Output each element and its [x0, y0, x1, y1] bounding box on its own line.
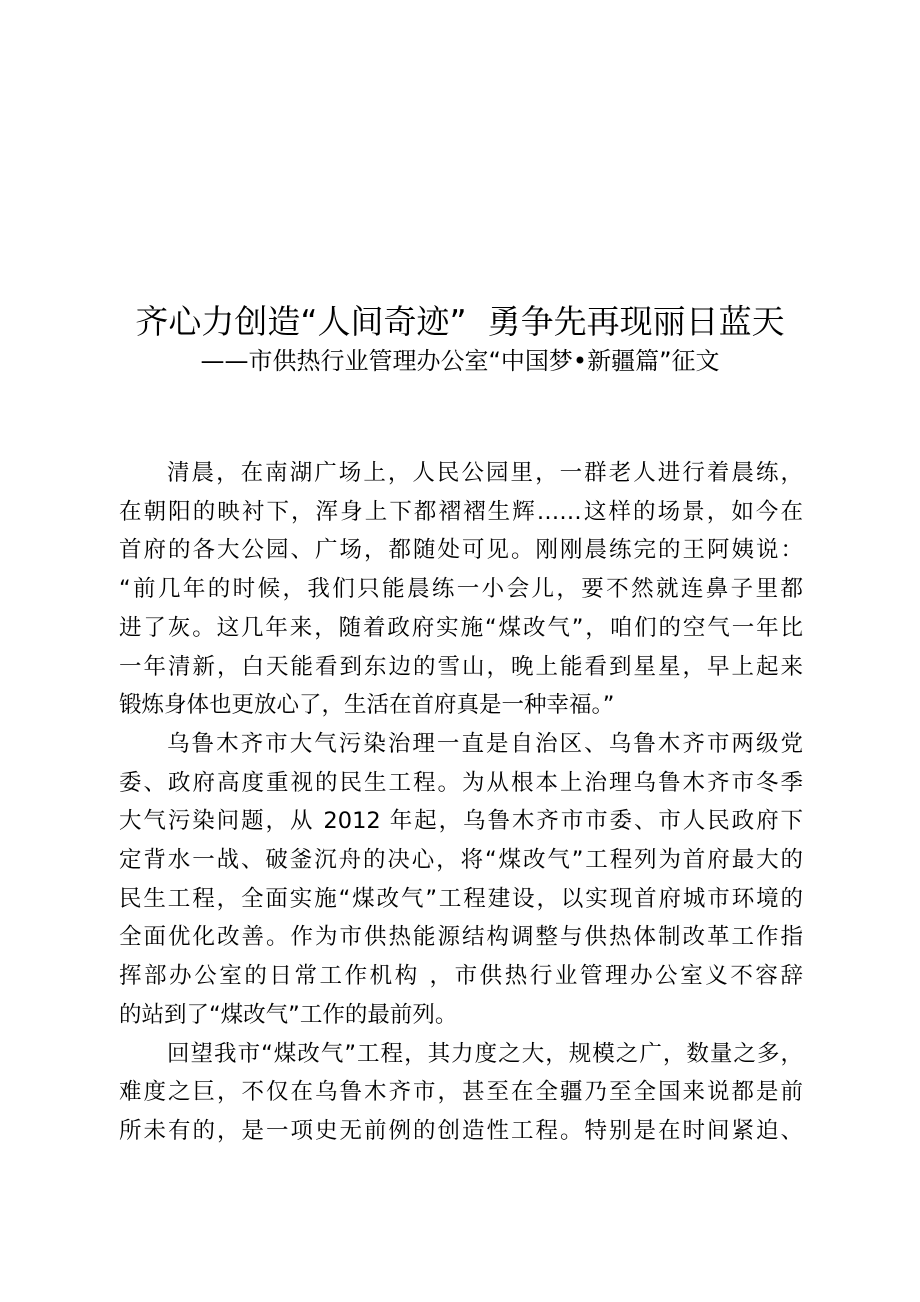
- text-line: 全面优化改善。作为市供热能源结构调整与供热体制改革工作指: [119, 924, 803, 951]
- text-line: 定背水一战、破釜沉舟的决心，将“煤改气”工程列为首府最大的: [119, 847, 803, 874]
- paragraph-1: [119, 454, 803, 725]
- paragraph-2: [119, 725, 803, 1035]
- text-line: “前几年的时候，我们只能晨练一小会儿，要不然就连鼻子里都: [119, 576, 803, 603]
- paragraph-3: [119, 1035, 803, 1151]
- text-line: 乌鲁木齐市大气污染治理一直是自治区、乌鲁木齐市两级党: [167, 730, 803, 757]
- document-subtitle: ——市供热行业管理办公室“中国梦•新疆篇”征文: [200, 347, 720, 375]
- text-line: 回望我市“煤改气”工程，其力度之大，规模之广，数量之多，: [167, 1040, 803, 1067]
- text-line: 一年清新，白天能看到东边的雪山，晚上能看到星星，早上起来: [119, 653, 803, 680]
- text-line: 大气污染问题，从 2012 年起，乌鲁木齐市市委、市人民政府下: [119, 808, 803, 835]
- text-line: 首府的各大公园、广场，都随处可见。刚刚晨练完的王阿姨说：: [119, 537, 803, 564]
- text-line: 委、政府高度重视的民生工程。为从根本上治理乌鲁木齐市冬季: [119, 769, 803, 796]
- text-line: 的站到了“煤改气”工作的最前列。: [119, 1001, 458, 1028]
- document-title: 齐心力创造“人间奇迹” 勇争先再现丽日蓝天: [135, 302, 785, 341]
- text-line: 清晨，在南湖广场上，人民公园里，一群老人进行着晨练，: [167, 460, 803, 486]
- document-body: [119, 454, 803, 1151]
- text-line: 民生工程，全面实施“煤改气”工程建设，以实现首府城市环境的: [119, 885, 803, 912]
- text-line: 难度之巨，不仅在乌鲁木齐市，甚至在全疆乃至全国来说都是前: [119, 1079, 803, 1106]
- text-line: 进了灰。这几年来，随着政府实施“煤改气”，咱们的空气一年比: [119, 614, 803, 641]
- text-line: 锻炼身体也更放心了，生活在首府真是一种幸福。”: [119, 692, 615, 719]
- text-line: 挥部办公室的日常工作机构 ，市供热行业管理办公室义不容辞: [119, 963, 803, 990]
- text-line: 所未有的，是一项史无前例的创造性工程。特别是在时间紧迫、: [119, 1117, 803, 1144]
- text-line: 在朝阳的映衬下，浑身上下都褶褶生辉……这样的场景，如今在: [119, 498, 803, 525]
